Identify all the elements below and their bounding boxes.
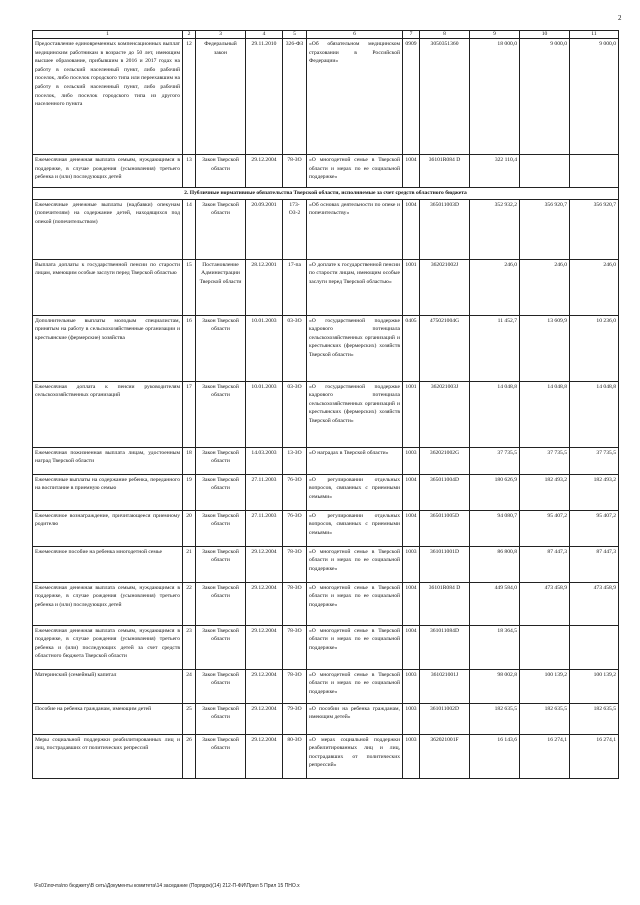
amount-year3-cell: 473 458,9 [570, 582, 619, 625]
section-code-cell: 0405 [403, 315, 420, 381]
amount-year2-cell: 356 920,7 [520, 199, 570, 259]
legal-act-type-cell: Закон Тверской области [196, 582, 246, 625]
act-date-cell: 10.01.2003 [246, 315, 283, 381]
row-number-cell: 12 [183, 39, 196, 155]
amount-year2-cell: 13 609,9 [520, 315, 570, 381]
act-number-cell: 13-ЗО [283, 447, 307, 474]
table-row [33, 381, 619, 447]
act-title-cell: «Об основах деятельности по опеке и попечительству» [307, 199, 403, 259]
act-title-cell: «О регулировании отдельных вопросов, связанных с приемными семьями» [307, 474, 403, 510]
act-date-cell: 29.12.2004 [246, 669, 283, 703]
legal-act-type-cell: Закон Тверской области [196, 625, 246, 669]
amount-year2-cell: 87 447,3 [520, 546, 570, 582]
row-name-cell: Ежемесячная доплата к пенсии руководителям сельскохозяйственных организаций [33, 381, 183, 447]
act-title-cell: «О пособии на ребенка гражданам, имеющим детей» [307, 703, 403, 734]
section-heading: 2. Публичные нормативные обязательства Тверской области, исполняемые за счет средств областного бюджета [33, 188, 619, 200]
amount-year3-cell: 16 274,1 [570, 734, 619, 778]
header-cell: 3 [196, 31, 246, 39]
amount-year3-cell: 95 407,2 [570, 510, 619, 546]
amount-year3-cell: 100 139,2 [570, 669, 619, 703]
header-cell: 11 [570, 31, 619, 39]
legal-act-type-cell: Постановление Администрации Тверской области [196, 259, 246, 315]
amount-year2-cell: 16 274,1 [520, 734, 570, 778]
header-cell: 9 [470, 31, 520, 39]
header-cell: 8 [420, 31, 470, 39]
table-row [33, 315, 619, 381]
act-date-cell: 29.12.2004 [246, 703, 283, 734]
section-code-cell: 1003 [403, 447, 420, 474]
section-code-cell: 1004 [403, 155, 420, 188]
target-code-cell: 3050351360 [420, 39, 470, 155]
target-code-cell: 362021003J [420, 381, 470, 447]
act-title-cell: «О государственной поддержке кадрового потенциала сельскохозяйственных организаций и крестьянских (фермерских) хозяйств Тверской области» [307, 315, 403, 381]
row-number-cell: 16 [183, 315, 196, 381]
act-title-cell: «О многодетной семье в Тверской области и мерах по ее социальной поддержке» [307, 582, 403, 625]
amount-year2-cell: 37 735,5 [520, 447, 570, 474]
legal-act-type-cell: Закон Тверской области [196, 474, 246, 510]
target-code-cell: 361011002D [420, 703, 470, 734]
section-code-cell: 1003 [403, 703, 420, 734]
target-code-cell: 362021002J [420, 259, 470, 315]
section-code-cell: 1004 [403, 582, 420, 625]
act-number-cell: 76-ЗО [283, 474, 307, 510]
table-row [33, 447, 619, 474]
section-code-cell: 1003 [403, 734, 420, 778]
row-number-cell: 20 [183, 510, 196, 546]
amount-year2-cell: 182 635,5 [520, 703, 570, 734]
row-name-cell: Ежемесячное пособие на ребенка многодетной семье [33, 546, 183, 582]
act-date-cell: 27.11.2003 [246, 510, 283, 546]
row-number-cell: 23 [183, 625, 196, 669]
table-body [33, 31, 619, 779]
amount-year1-cell: 16 143,6 [470, 734, 520, 778]
header-cell: 7 [403, 31, 420, 39]
amount-year2-cell [520, 155, 570, 188]
row-name-cell: Ежемесячная пожизненная выплата лицам, удостоенным наград Тверской области [33, 447, 183, 474]
table-row [33, 582, 619, 625]
table-row [33, 259, 619, 315]
row-name-cell: Выплата доплаты к государственной пенсии по старости лицам, имеющим особые заслуги перед Тверской областью [33, 259, 183, 315]
act-date-cell: 29.12.2004 [246, 625, 283, 669]
table-row [33, 546, 619, 582]
row-number-cell: 18 [183, 447, 196, 474]
row-number-cell: 19 [183, 474, 196, 510]
table-row [33, 669, 619, 703]
amount-year1-cell: 352 932,2 [470, 199, 520, 259]
amount-year3-cell: 14 048,8 [570, 381, 619, 447]
act-date-cell: 29.11.2010 [246, 39, 283, 155]
act-number-cell: 326-ФЗ [283, 39, 307, 155]
section-code-cell: 1001 [403, 259, 420, 315]
act-number-cell: 80-ЗО [283, 734, 307, 778]
page-number: 2 [618, 14, 622, 22]
amount-year3-cell: 182 635,5 [570, 703, 619, 734]
row-number-cell: 24 [183, 669, 196, 703]
row-name-cell: Меры социальной поддержки реабилитированных лиц и лиц, пострадавших от политических репрессий [33, 734, 183, 778]
target-code-cell: 361011001D [420, 546, 470, 582]
row-number-cell: 22 [183, 582, 196, 625]
section-code-cell: 1004 [403, 474, 420, 510]
amount-year1-cell: 449 584,0 [470, 582, 520, 625]
amount-year1-cell: 14 048,8 [470, 381, 520, 447]
section-code-cell: 1003 [403, 546, 420, 582]
amount-year1-cell: 11 452,7 [470, 315, 520, 381]
act-number-cell: 78-ЗО [283, 155, 307, 188]
act-number-cell: 03-ЗО [283, 315, 307, 381]
act-title-cell: «О доплате к государственной пенсии по старости лицам, имеющим особые заслуги перед Тверской областью» [307, 259, 403, 315]
amount-year3-cell: 246,0 [570, 259, 619, 315]
amount-year1-cell: 322 110,4 [470, 155, 520, 188]
act-number-cell: 78-ЗО [283, 669, 307, 703]
act-number-cell: 78-ЗО [283, 582, 307, 625]
table-row [33, 510, 619, 546]
target-code-cell: 365011005D [420, 510, 470, 546]
header-cell: 1 [33, 31, 183, 39]
row-number-cell: 25 [183, 703, 196, 734]
legal-act-type-cell: Закон Тверской области [196, 315, 246, 381]
act-number-cell: 76-ЗО [283, 510, 307, 546]
section-code-cell: 1004 [403, 625, 420, 669]
section-code-cell: 1004 [403, 199, 420, 259]
legal-act-type-cell: Закон Тверской области [196, 381, 246, 447]
act-date-cell: 29.12.2004 [246, 155, 283, 188]
target-code-cell: 365011003D [420, 199, 470, 259]
row-name-cell: Ежемесячная денежная выплата семьям, нуждающимся в поддержке, в случае рождения (усыновления) третьего ребенка и (или) последующих детей за счет средств областного бюджета Тверской области [33, 625, 183, 669]
target-code-cell: 361011084D [420, 625, 470, 669]
legal-act-type-cell: Закон Тверской области [196, 703, 246, 734]
legal-act-type-cell: Федеральный закон [196, 39, 246, 155]
legal-act-type-cell: Закон Тверской области [196, 669, 246, 703]
legal-act-type-cell: Закон Тверской области [196, 510, 246, 546]
act-title-cell: «О регулировании отдельных вопросов, связанных с приемными семьями» [307, 510, 403, 546]
row-number-cell: 26 [183, 734, 196, 778]
row-number-cell: 13 [183, 155, 196, 188]
table-row [33, 199, 619, 259]
amount-year1-cell: 37 735,5 [470, 447, 520, 474]
act-number-cell: 173-ОЗ-2 [283, 199, 307, 259]
amount-year2-cell: 246,0 [520, 259, 570, 315]
act-date-cell: 20.09.2001 [246, 199, 283, 259]
amount-year2-cell: 9 000,0 [520, 39, 570, 155]
amount-year1-cell: 182 635,5 [470, 703, 520, 734]
row-name-cell: Ежемесячная денежная выплата семьям, нуждающимся в поддержке, в случае рождения (усыновления) третьего ребенка и (или) последующих детей [33, 582, 183, 625]
row-name-cell: Ежемесячные денежные выплаты (надбавки) опекунам (попечителям) на содержание детей, находящихся под опекой (попечительством) [33, 199, 183, 259]
amount-year2-cell: 95 407,2 [520, 510, 570, 546]
amount-year1-cell: 180 626,9 [470, 474, 520, 510]
table-row [33, 703, 619, 734]
header-row [33, 31, 619, 39]
row-name-cell: Предоставление единовременных компенсационных выплат медицинским работникам в возрасте до 50 лет, имеющим высшее образование, прибывшим в 2016 и 2017 годах на работу в сельский населенный пункт, либо рабочий поселок, либо поселок городского типа или переехавшим на работу в сельский населенный пункт, либо рабочий поселок, либо поселок городского типа из другого населенного пункта [33, 39, 183, 155]
act-title-cell: «Об обязательном медицинском страховании в Российской Федерации» [307, 39, 403, 155]
header-cell: 2 [183, 31, 196, 39]
table-row [33, 734, 619, 778]
amount-year1-cell: 86 800,8 [470, 546, 520, 582]
table-row [33, 474, 619, 510]
table-row [33, 39, 619, 155]
legal-act-type-cell: Закон Тверской области [196, 155, 246, 188]
row-name-cell: Пособие на ребенка гражданам, имеющим детей [33, 703, 183, 734]
legal-act-type-cell: Закон Тверской области [196, 734, 246, 778]
header-cell: 5 [283, 31, 307, 39]
amount-year1-cell: 18 364,5 [470, 625, 520, 669]
act-title-cell: «О государственной поддержке кадрового потенциала сельскохозяйственных организаций и крестьянских (фермерских) хозяйств Тверской области» [307, 381, 403, 447]
table-row [33, 155, 619, 188]
act-title-cell: «О многодетной семье в Тверской области и мерах по ее социальной поддержке» [307, 546, 403, 582]
section-row [33, 188, 619, 200]
act-number-cell: 79-ЗО [283, 703, 307, 734]
table-row [33, 625, 619, 669]
amount-year2-cell: 100 139,2 [520, 669, 570, 703]
amount-year3-cell: 37 735,5 [570, 447, 619, 474]
target-code-cell: 365011004D [420, 474, 470, 510]
target-code-cell: 36101R084 D [420, 582, 470, 625]
amount-year2-cell: 14 048,8 [520, 381, 570, 447]
act-title-cell: «О многодетной семье в Тверской области и мерах по ее социальной поддержке» [307, 155, 403, 188]
row-name-cell: Материнский (семейный) капитал [33, 669, 183, 703]
target-code-cell: 362021001F [420, 734, 470, 778]
row-name-cell: Ежемесячные выплаты на содержание ребенка, переданного на воспитание в приемную семью [33, 474, 183, 510]
amount-year3-cell [570, 625, 619, 669]
header-cell: 4 [246, 31, 283, 39]
target-code-cell: 475021004G [420, 315, 470, 381]
amount-year2-cell: 182 493,2 [520, 474, 570, 510]
amount-year3-cell: 356 920,7 [570, 199, 619, 259]
act-number-cell: 78-ЗО [283, 625, 307, 669]
target-code-cell: 361021001J [420, 669, 470, 703]
amount-year3-cell: 87 447,3 [570, 546, 619, 582]
row-number-cell: 14 [183, 199, 196, 259]
act-date-cell: 10.01.2003 [246, 381, 283, 447]
amount-year3-cell: 182 493,2 [570, 474, 619, 510]
act-title-cell: «О наградах в Тверской области» [307, 447, 403, 474]
target-code-cell: 362021002G [420, 447, 470, 474]
act-title-cell: «О многодетной семье в Тверской области и мерах по ее социальной поддержке» [307, 669, 403, 703]
act-number-cell: 78-ЗО [283, 546, 307, 582]
amount-year3-cell: 10 236,0 [570, 315, 619, 381]
amount-year1-cell: 18 000,0 [470, 39, 520, 155]
amount-year2-cell [520, 625, 570, 669]
act-date-cell: 29.12.2004 [246, 546, 283, 582]
act-number-cell: 17-па [283, 259, 307, 315]
legal-act-type-cell: Закон Тверской области [196, 447, 246, 474]
act-number-cell: 03-ЗО [283, 381, 307, 447]
header-cell: 6 [307, 31, 403, 39]
act-date-cell: 29.12.2004 [246, 734, 283, 778]
act-date-cell: 14.03.2003 [246, 447, 283, 474]
file-path-footer: \Fs01\почта\по бюджету\В сеть\Документы комитета\14 заседание (Порядок)(14) 212-П-ФИ\Прил 5 Прил 15 ПНО.х [34, 883, 300, 889]
amount-year2-cell: 473 458,9 [520, 582, 570, 625]
row-name-cell: Дополнительные выплаты молодым специалистам, принятым на работу в сельскохозяйственные организации и крестьянские (фермерские) хозяйства [33, 315, 183, 381]
obligations-table [32, 30, 619, 779]
row-number-cell: 21 [183, 546, 196, 582]
row-name-cell: Ежемесячное вознаграждение, причитающееся приемному родителю [33, 510, 183, 546]
row-number-cell: 15 [183, 259, 196, 315]
act-date-cell: 27.11.2003 [246, 474, 283, 510]
amount-year1-cell: 98 002,8 [470, 669, 520, 703]
act-title-cell: «О многодетной семье в Тверской области и мерах по ее социальной поддержке» [307, 625, 403, 669]
row-name-cell: Ежемесячная денежная выплата семьям, нуждающимся в поддержке, в случае рождения (усыновления) третьего ребенка и (или) последующих детей [33, 155, 183, 188]
section-code-cell: 1004 [403, 510, 420, 546]
row-number-cell: 17 [183, 381, 196, 447]
amount-year3-cell [570, 155, 619, 188]
act-title-cell: «О мерах социальной поддержки реабилитированных лиц и лиц, пострадавших от политических репрессий» [307, 734, 403, 778]
amount-year1-cell: 94 080,7 [470, 510, 520, 546]
act-date-cell: 29.12.2004 [246, 582, 283, 625]
legal-act-type-cell: Закон Тверской области [196, 199, 246, 259]
target-code-cell: 36101R084 D [420, 155, 470, 188]
header-cell: 10 [520, 31, 570, 39]
legal-act-type-cell: Закон Тверской области [196, 546, 246, 582]
section-code-cell: 1003 [403, 669, 420, 703]
act-date-cell: 28.12.2001 [246, 259, 283, 315]
section-code-cell: 0909 [403, 39, 420, 155]
amount-year3-cell: 9 000,0 [570, 39, 619, 155]
section-code-cell: 1001 [403, 381, 420, 447]
amount-year1-cell: 246,0 [470, 259, 520, 315]
